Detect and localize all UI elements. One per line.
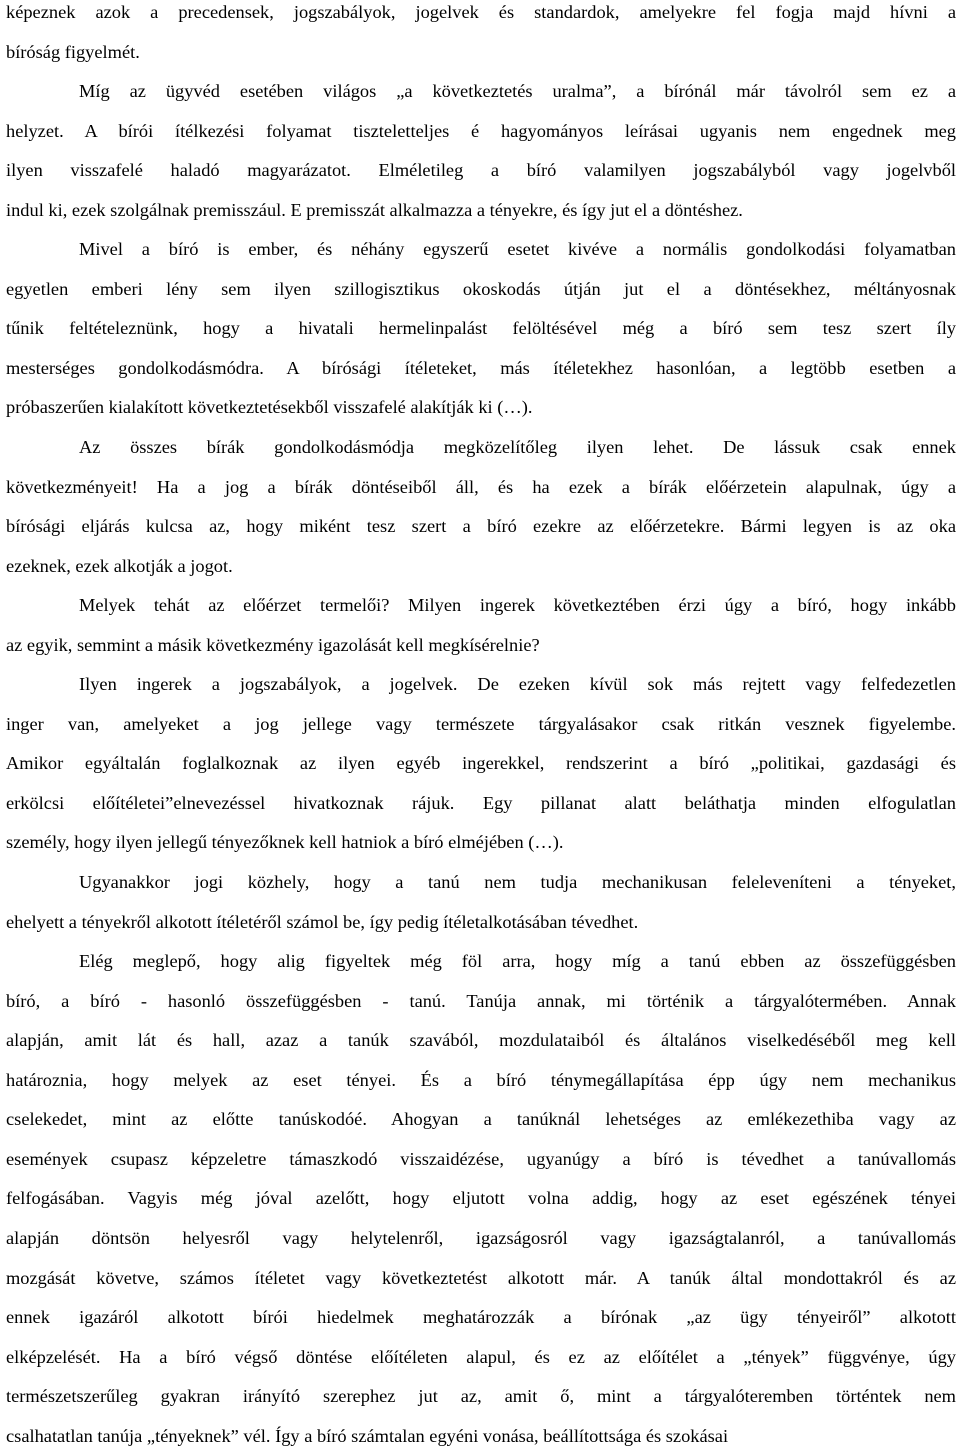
text-line: indul ki, ezek szolgálnak premisszául. E premisszát alkalmazza a tényekre, és így jut el a döntéshez.	[6, 199, 743, 220]
text-line: természetszerűleg gyakran irányító szerephez jut az, amit ő, mint a tárgyalóteremben történtek nem	[6, 1386, 956, 1407]
text-line: határoznia, hogy melyek az eset tényei. És a bíró ténymegállapítása épp úgy nem mechanikus	[6, 1069, 956, 1090]
text-line: Elég meglepő, hogy alig figyeltek még föl arra, hogy míg a tanú ebben az összefüggésben	[79, 951, 956, 972]
text-line: bírósági eljárás kulcsa az, hogy miként tesz szert a bíró ezekre az előérzetekre. Bármi legyen is az oka	[6, 516, 956, 537]
text-line: alapján, amit lát és hall, azaz a tanúk szavából, mozdulataiból és általános viselkedéséből meg kell	[6, 1030, 956, 1051]
text-line: csalhatatlan tanúja „tényeknek” vél. Így a bíró számtalan egyéni vonása, beállítottsága és szokásai	[6, 1425, 729, 1446]
text-line: cselekedet, mint az előtte tanúskodóé. Ahogyan a tanúknál lehetséges az emlékezethiba vagy az	[6, 1109, 956, 1130]
text-line: az egyik, semmint a másik következmény igazolását kell megkísérelnie?	[6, 634, 540, 655]
text-line: következményeit! Ha a jog a bírák döntéseiből áll, és ha ezek a bírák előérzetein alapulnak, úgy a	[6, 476, 956, 497]
text-line: Amikor egyáltalán foglalkoznak az ilyen egyéb ingerekkel, rendszerint a bíró „politikai, gazdasági és	[6, 753, 956, 774]
text-line: Melyek tehát az előérzet termelői? Milyen ingerek következtében érzi úgy a bíró, hogy inkább	[79, 595, 956, 616]
text-line: Ugyanakkor jogi közhely, hogy a tanú nem tudja mechanikusan feleleveníteni a tényeket,	[79, 872, 956, 893]
text-line: tűnik feltételeznünk, hogy a hivatali hermelinpalást felöltésével még a bíró sem tesz szert íly	[6, 318, 956, 339]
text-line: felfogásában. Vagyis még jóval azelőtt, hogy eljutott volna addig, hogy az eset egészének tényei	[6, 1188, 956, 1209]
paragraph	[6, 0, 956, 72]
text-line: Az összes bírák gondolkodásmódja megközelítőleg ilyen lehet. De lássuk csak ennek	[79, 437, 956, 458]
text-line: ezeknek, ezek alkotják a jogot.	[6, 555, 233, 576]
text-line: erkölcsi előítéletei”elnevezéssel hivatkoznak rájuk. Egy pillanat alatt beláthatja minden elfogulatlan	[6, 792, 956, 813]
text-line: inger van, amelyeket a jog jellege vagy természete tárgyalásakor csak ritkán vesznek figyelembe.	[6, 713, 956, 734]
paragraph	[6, 586, 956, 665]
text-line: elképzelését. Ha a bíró végső döntése előítéleten alapul, és ez az előítélet a „tények” függvénye, úgy	[6, 1346, 956, 1367]
text-line: Míg az ügyvéd esetében világos „a következtetés uralma”, a bírónál már távolról sem ez a	[79, 81, 956, 102]
text-line: ehelyett a tényekről alkotott ítéletéről számol be, így pedig ítéletalkotásában tévedhet.	[6, 911, 639, 932]
text-line: események csupasz képzeletre támaszkodó visszaidézése, ugyanúgy a bíró is tévedhet a tanúvallomás	[6, 1148, 956, 1169]
text-line: Ilyen ingerek a jogszabályok, a jogelvek. De ezeken kívül sok más rejtett vagy felfedezetlen	[79, 674, 956, 695]
text-line: alapján döntsön helyesről vagy helytelenről, igazságosról vagy igazságtalanról, a tanúvallomás	[6, 1227, 956, 1248]
text-line: ennek igazáról alkotott bírói hiedelmek meghatározzák a bírónak „az ügy tényeiről” alkotott	[6, 1307, 956, 1328]
text-line: mesterséges gondolkodásmódra. A bírósági ítéleteket, más ítéletekhez hasonlóan, a legtöbb esetben a	[6, 357, 956, 378]
text-line: helyzet. A bírói ítélkezési folyamat tiszteletteljes é hagyományos leírásai ugyanis nem engednek meg	[6, 120, 956, 141]
text-line: Mivel a bíró is ember, és néhány egyszerű esetet kivéve a normális gondolkodási folyamatban	[79, 239, 956, 260]
text-line: személy, hogy ilyen jellegű tényezőknek kell hatniok a bíró elméjében (…).	[6, 832, 564, 853]
paragraph	[6, 942, 956, 1456]
paragraph	[6, 863, 956, 942]
text-line: képeznek azok a precedensek, jogszabályok, jogelvek és standardok, amelyekre fel fogja majd hívni a	[6, 2, 956, 22]
text-line: mozgását követve, számos ítéletet vagy következtetést alkotott már. A tanúk által mondottakról és az	[6, 1267, 956, 1288]
text-line: bíró, a bíró - hasonló összefüggésben - tanú. Tanúja annak, mi történik a tárgyalótermében. Annak	[6, 990, 956, 1011]
paragraph	[6, 72, 956, 230]
text-line: ilyen visszafelé haladó magyarázatot. Elméletileg a bíró valamilyen jogszabályból vagy jogelvből	[6, 160, 956, 181]
text-line: próbaszerűen kialakított következtetésekből visszafelé alakítják ki (…).	[6, 397, 533, 418]
paragraph	[6, 230, 956, 428]
document-page	[6, 0, 956, 1456]
text-line: bíróság figyelmét.	[6, 41, 140, 62]
text-line: egyetlen emberi lény sem ilyen szillogisztikus okoskodás útján jut el a döntésekhez, méltányosnak	[6, 278, 956, 299]
paragraph	[6, 665, 956, 863]
paragraph	[6, 428, 956, 586]
